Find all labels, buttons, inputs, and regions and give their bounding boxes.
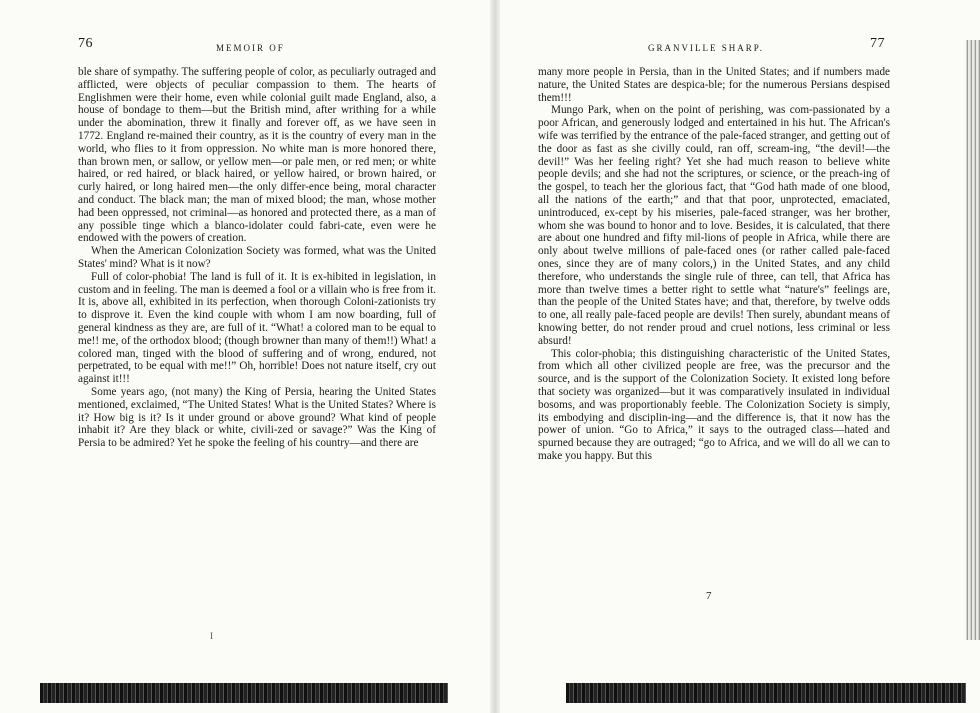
paragraph: Some years ago, (not many) the King of Persia, hearing the United States mentioned, exclaimed, “The United States! What is the United States? Where is it? How big is it? Is it under ground or above ground? What kind of people inhabit it? Are they black or white, civili-zed or savage?” Was the King of Persia to be admired? Yet he spoke the feeling of his country—and there are (78, 385, 436, 450)
running-head: GRANVILLE SHARP. (648, 43, 765, 53)
paragraph: This color-phobia; this distinguishing characteristic of the United States, from which all other civilized people are free, was the precursor and the source, and is the support of the Colonization Society. It existed long before that society was organized—but it was comparatively insulated in individual bosoms, and was proportionably feeble. The Colonization Society is simply, its embodying and disciplin-ing—and the difference is, that it now has the power of union. “Go to Africa,” it says to the outraged class—hated and spurned because they are outraged; “go to Africa, and we will do all we can to make you happy. But this (538, 347, 890, 462)
paragraph: Full of color-phobia! The land is full of it. It is ex-hibited in legislation, in custom and in feeling. The man is deemed a fool or a villain who is free from it. It is, above all, exhibited in its perfection, when thorough Coloni-zationists try to disprove it. Even the kind couple with whom I am now boarding, full of general kindness as they are, are full of it. “What! a colored man to be equal to me!! me, of the orthodox blood; (though browner than many of them!!) What! a colored man, tinged with the blood of suffering and of wrong, endured, not perpetrated, to be equal with me!!” Oh, horrible! Does not nature itself, cry out against it!!! (78, 270, 437, 386)
page-edge-stack (966, 40, 980, 640)
page-number: 76 (78, 36, 93, 51)
signature-mark: 7 (706, 590, 712, 602)
scan-edge-bar (566, 683, 966, 703)
paragraph: many more people in Persia, than in the United States; and if numbers made nature, the United States are despica-ble; for the numerous Persians despised them!!! (538, 66, 890, 104)
scan-edge-bar (40, 683, 448, 703)
paragraph: When the American Colonization Society was formed, what was the United States' mind? What is it now? (78, 245, 436, 270)
paragraph: ble share of sympathy. The suffering people of color, as peculiarly outraged and afflicted, were objects of peculiar compassion to them. The hearts of Englishmen were their home, even while colonial guilt made England, also, a house of bondage to them—but the British mind, after writhing for a while under the abomination, threw it finally and forever off, as we have seen in 1772. England re-mained their country, as it is the country of every man in the world, who flies to it from oppression. No white man is more honored there, than brown men, or sallow, or yellow men—or pale men, or red men; or white haired, or red haired, or black haired, or yellow haired, or brown haired, or curly haired, or long haired men—the only differ-ence being, moral character and conduct. The black man; the man of mixed blood; the man, whose mother had been oppressed, not criminal—as honored and protected there, as a man of any possible tinge which a blanco-idolater could fabri-cate, even were he endowed with the powers of creation. (78, 66, 436, 245)
right-page (495, 0, 980, 713)
running-head: MEMOIR OF (216, 43, 285, 53)
text-column (538, 66, 890, 463)
footer-mark: I (210, 631, 213, 641)
text-column (78, 66, 436, 450)
page-number: 77 (870, 36, 885, 51)
paragraph: Mungo Park, when on the point of perishing, was com-passionated by a poor African, and generously lodged and entertained in his hut. The African's wife was terrified by the entrance of the pale-faced stranger, and getting out of the door as fast as she civilly could, ran off, scream-ing, “the devil!—the devil!” Was her feeling right? Yet she had much reason to believe white people devils; and she had not the scriptures, or science, or the preach-ing of the gospel, to teach her the glorious fact, that “God hath made of one blood, all the nations of the earth;” and that that poor, unprotected, emaciated, unintroduced, ex-cept by his miseries, pale-faced stranger, was her brother, whom she was bound to honor and to love. Besides, it is calculated, that there are about one hundred and fifty mil-lions of people in Africa, while there are only about twelve millions of pale-faced ones (or rather called pale-faced ones, since they are of many colors,) in the United States, and any child therefore, who understands the single rule of three, can tell, that Africa has more than twelve times a better right to settle what “nature's” feelings are, than the people of the United States have; and that, therefore, by twelve odds to one, all really pale-faced people are devils! Then surely, abundant means of knowing better, do not render proud and cruel notions, less criminal or less absurd! (538, 104, 890, 347)
